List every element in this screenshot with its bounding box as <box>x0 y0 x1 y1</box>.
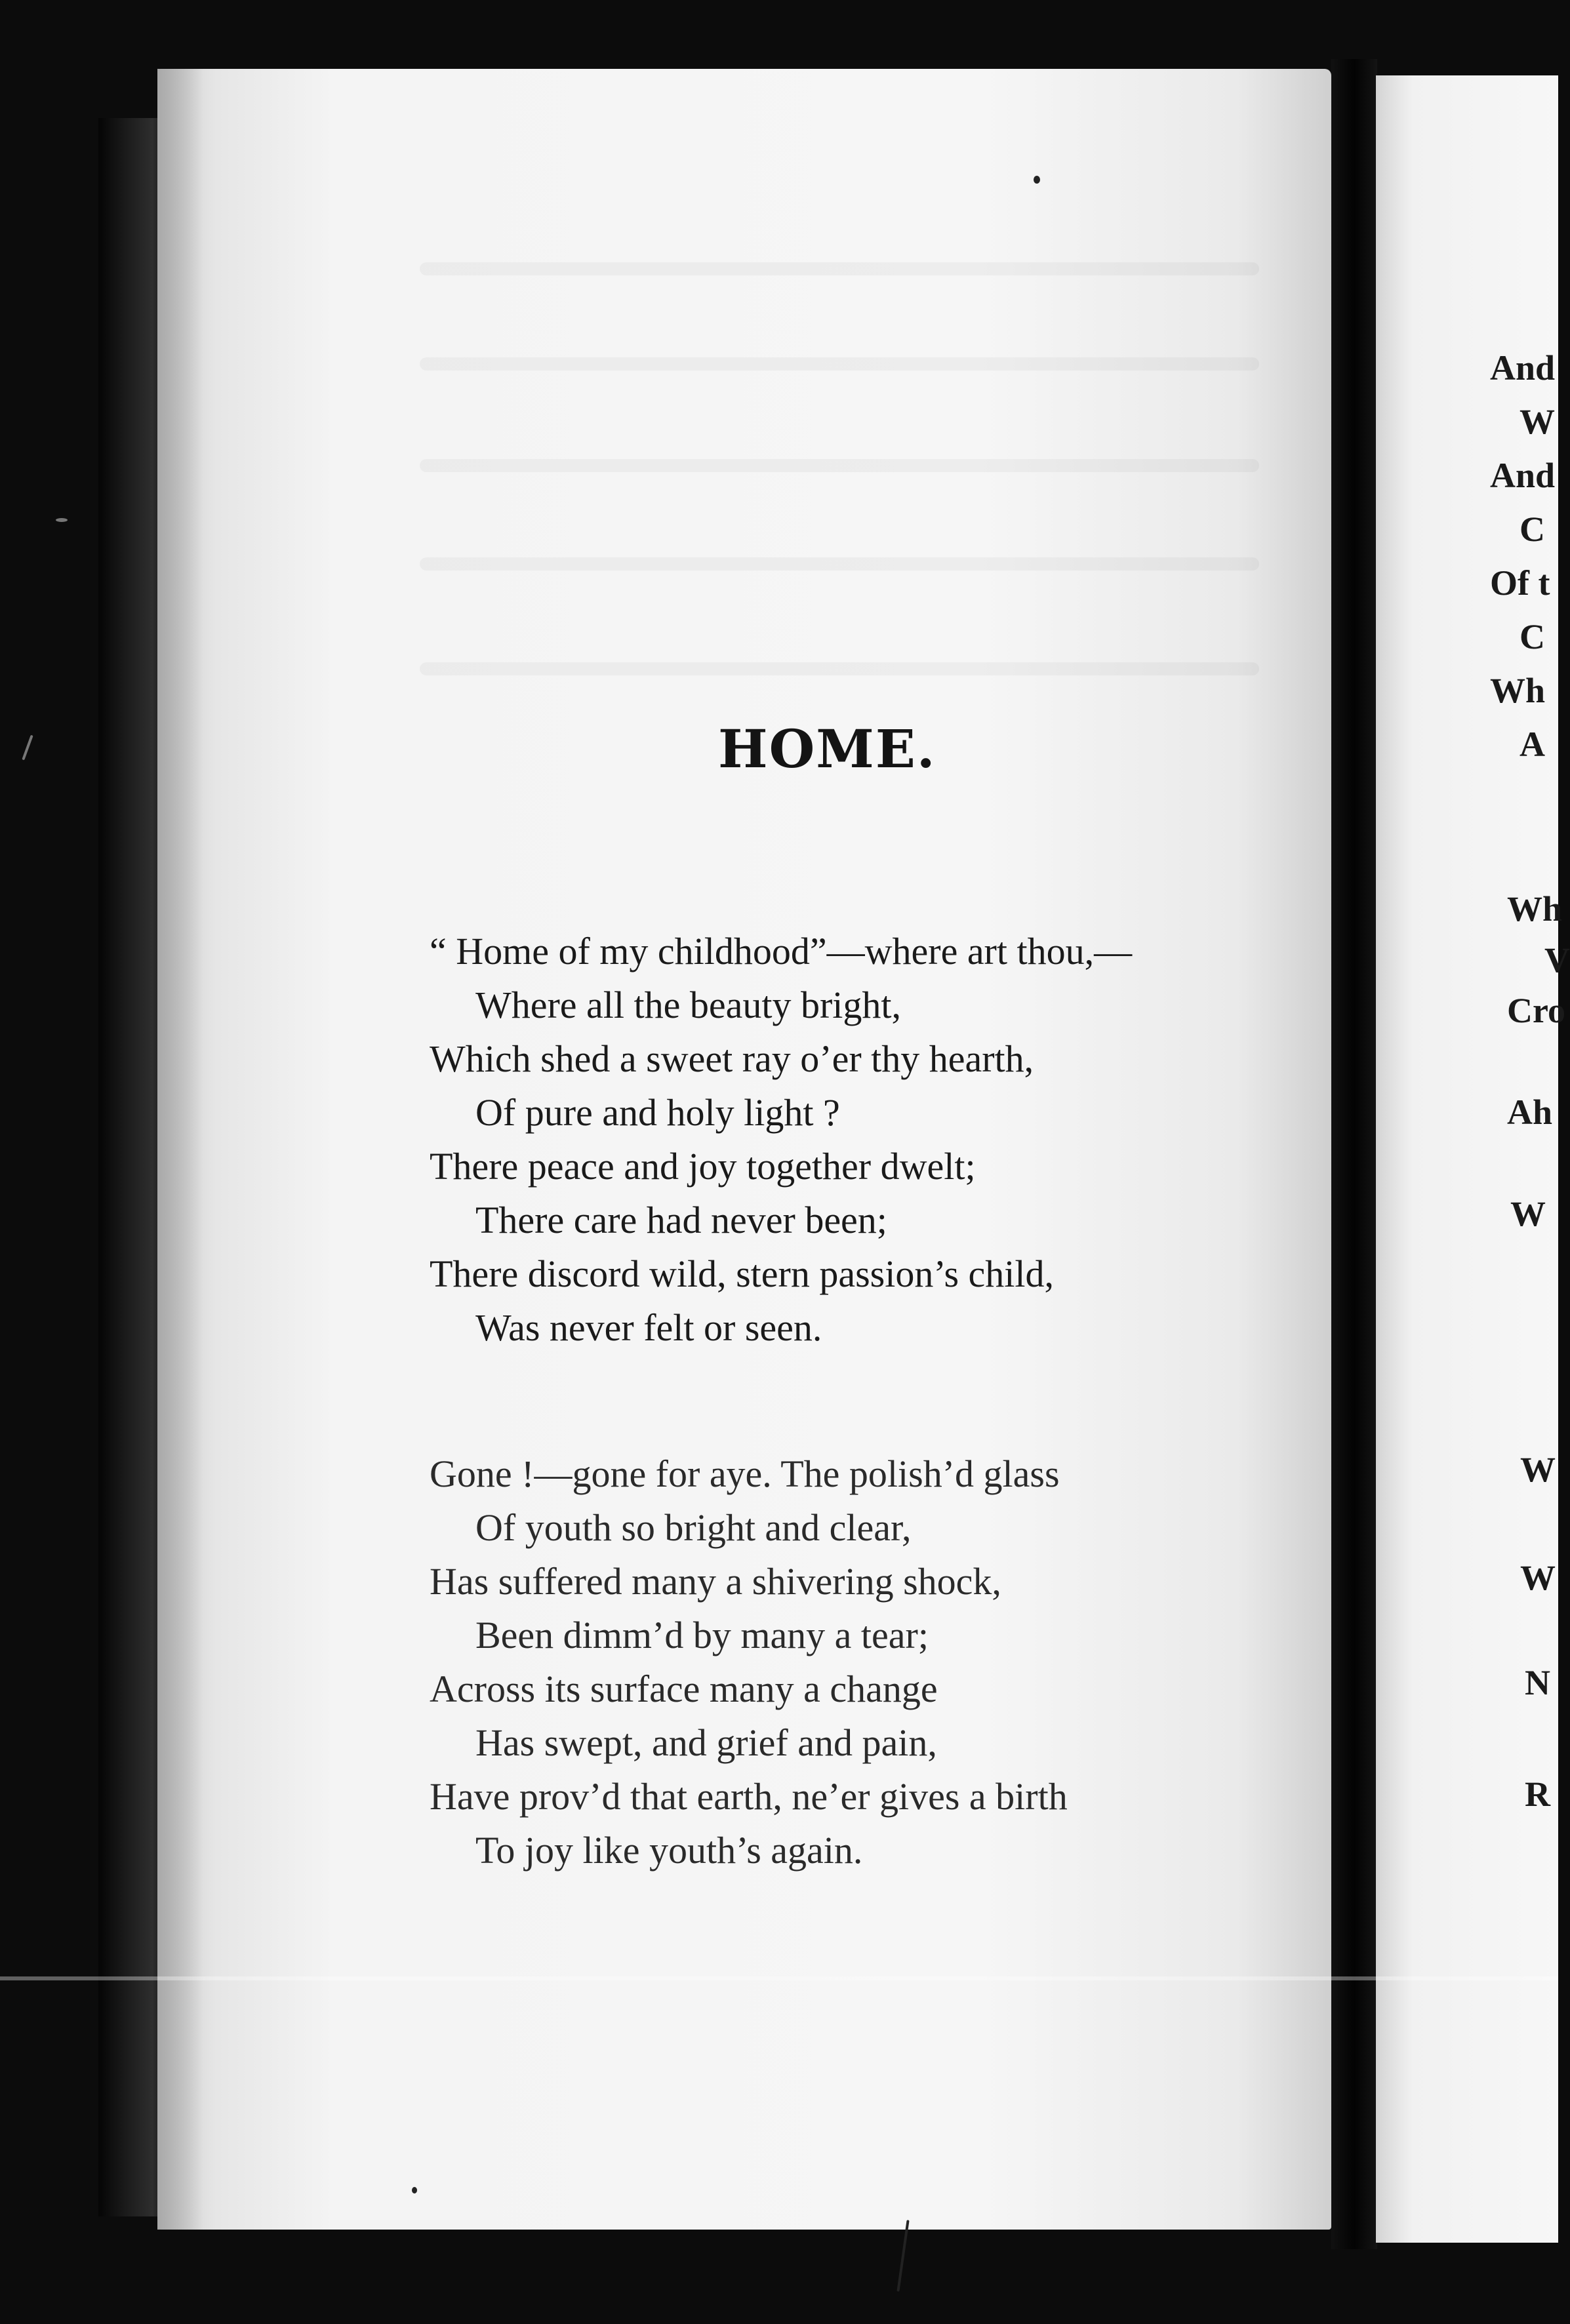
text-fragment: And <box>1490 456 1556 495</box>
poem-line: There peace and joy together dwelt; <box>430 1145 976 1188</box>
scan-artifact-line <box>0 1976 1558 1980</box>
page-gutter <box>1331 59 1377 2249</box>
bleed-through-text <box>420 459 1259 472</box>
bleed-through-text <box>420 662 1259 675</box>
bleed-through-text <box>420 557 1259 571</box>
poem-line: “ Home of my childhood”—where art thou,— <box>430 930 1133 972</box>
text-fragment: Cro <box>1507 991 1565 1030</box>
poem-line: Of pure and holy light ? <box>475 1091 840 1134</box>
text-fragment: W <box>1520 1558 1556 1597</box>
stanza-2 <box>430 1447 1068 1877</box>
paper-tear-mark <box>896 2220 909 2291</box>
poem-title: HOME. <box>718 718 936 780</box>
poem-line: There care had never been; <box>475 1199 887 1241</box>
bleed-through-text <box>420 357 1259 371</box>
poem-line: To joy like youth’s again. <box>475 1829 863 1872</box>
poem-line: Has suffered many a shivering shock, <box>430 1560 1001 1603</box>
text-fragment: R <box>1525 1774 1550 1814</box>
text-fragment: And <box>1490 348 1556 388</box>
poem-line: Was never felt or seen. <box>475 1306 822 1349</box>
poem-line: Gone !—gone for aye. The polish’d glass <box>430 1452 1060 1495</box>
poem-line: Been dimm’d by many a tear; <box>475 1614 929 1656</box>
scan-mark <box>22 735 33 761</box>
poem-line: Which shed a sweet ray o’er thy hearth, <box>430 1037 1034 1080</box>
text-fragment: Ah <box>1507 1092 1553 1132</box>
text-fragment: W <box>1520 402 1555 441</box>
poem-line: Across its surface many a change <box>430 1668 938 1710</box>
ink-speck <box>1034 176 1040 184</box>
text-fragment: Wh <box>1507 889 1563 929</box>
text-fragment: C <box>1520 510 1545 549</box>
text-fragment: C <box>1520 617 1545 656</box>
ink-speck <box>412 2187 417 2194</box>
poem-line: There discord wild, stern passion’s child, <box>430 1252 1054 1295</box>
poem-line: Has swept, and grief and pain, <box>475 1721 937 1764</box>
stanza-1 <box>430 925 1132 1355</box>
scan-mark <box>56 518 68 522</box>
text-fragment: W <box>1520 1450 1556 1489</box>
page-edge-shadow <box>157 69 203 2230</box>
text-fragment: A <box>1520 725 1545 764</box>
text-fragment: Of t <box>1490 563 1550 603</box>
text-fragment: Wh <box>1490 671 1546 710</box>
text-fragment: V <box>1544 940 1570 980</box>
text-fragment: W <box>1510 1194 1546 1233</box>
text-fragment: N <box>1525 1663 1550 1702</box>
poem-line: Of youth so bright and clear, <box>475 1506 912 1549</box>
poem-line: Where all the beauty bright, <box>475 984 902 1026</box>
right-page-fragments-top <box>1490 341 1555 771</box>
poem-line: Have prov’d that earth, ne’er gives a birth <box>430 1775 1068 1818</box>
bleed-through-text <box>420 262 1259 275</box>
